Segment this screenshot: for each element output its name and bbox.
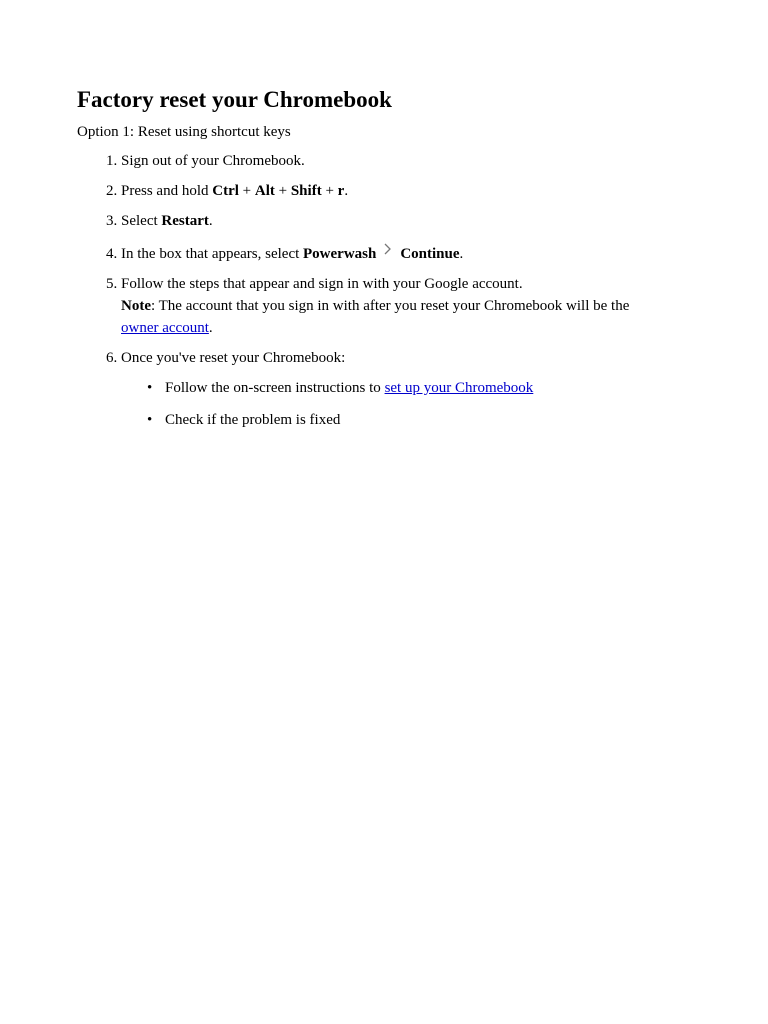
- powerwash-label: Powerwash: [303, 246, 377, 262]
- bullet-icon: •: [147, 412, 153, 428]
- key-ctrl: Ctrl: [212, 183, 239, 199]
- step-5-text: Follow the steps that appear and sign in with your Google account.: [121, 276, 523, 292]
- steps-list: [77, 150, 637, 431]
- step-2: [121, 180, 637, 202]
- option-subtitle: Option 1: Reset using shortcut keys: [77, 124, 291, 140]
- key-shift: Shift: [290, 183, 322, 199]
- step-4-prefix: In the box that appears, select: [121, 246, 304, 262]
- step-5: [121, 273, 637, 339]
- restart-label: Restart: [161, 213, 209, 229]
- page-title: Factory reset your Chromebook: [77, 87, 392, 112]
- key-alt: Alt: [254, 183, 275, 199]
- plus-2: +: [274, 183, 291, 199]
- bullet-2-text: Check if the problem is fixed: [165, 412, 341, 428]
- step-1: [121, 150, 637, 172]
- list-item: [147, 377, 637, 399]
- chevron-right-icon: [380, 242, 394, 256]
- note-label: Note: [121, 298, 151, 314]
- step-2-prefix: Press and hold: [121, 183, 213, 199]
- article: [77, 84, 637, 441]
- step-2-end: .: [344, 183, 349, 199]
- step-3-end: .: [208, 213, 213, 229]
- step-4: [121, 240, 637, 265]
- list-item: [147, 409, 637, 431]
- step-6-text: Once you've reset your Chromebook:: [121, 350, 346, 366]
- plus-1: +: [238, 183, 255, 199]
- key-r: r: [337, 183, 345, 199]
- setup-chromebook-link[interactable]: set up your Chromebook: [384, 380, 534, 396]
- step-6: [121, 347, 637, 431]
- bullet-1-prefix: Follow the on-screen instructions to: [165, 380, 385, 396]
- step-1-text: Sign out of your Chromebook.: [121, 153, 305, 169]
- after-reset-list: [121, 377, 637, 431]
- bullet-icon: •: [147, 380, 153, 396]
- plus-3: +: [321, 183, 338, 199]
- step-5-end: .: [208, 320, 213, 336]
- step-4-end: .: [459, 246, 464, 262]
- note-text: : The account that you sign in with after you reset your Chromebook will be the: [151, 298, 630, 314]
- step-3-prefix: Select: [121, 213, 162, 229]
- owner-account-link[interactable]: owner account: [121, 320, 209, 336]
- continue-label: Continue: [400, 246, 460, 262]
- step-3: [121, 210, 637, 232]
